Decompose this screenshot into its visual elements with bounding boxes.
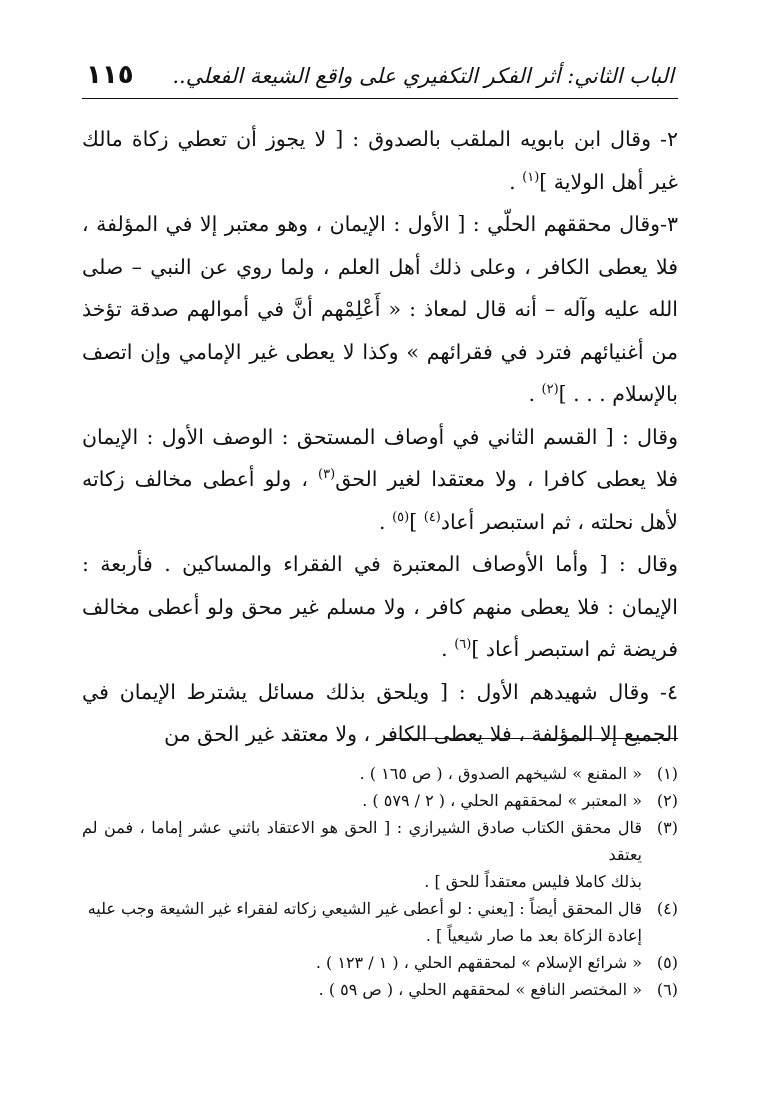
footnote-number: (٣) [656,818,678,837]
footnote-text: « المعتبر » لمحققهم الحلي ، ( ٢ / ٥٧٩ ) . [362,791,642,810]
paragraph: ٤- وقال شهيدهم الأول : [ ويلحق بذلك مسائل يشترط الإيمان في الجميع إلا المؤلفة ، فلا يعطى الكافر ، ولا معتقد غير الحق من [82,679,678,746]
footnote-ref: (٢) [541,382,559,398]
footnote-text: قال محقق الكتاب صادق الشيرازي : [ الحق هو الاعتقاد باثني عشر إماما ، فمن لم يعتقد بذلك كاملا فليس معتقداً للحق ] . [82,818,642,891]
footnote-text: « المقنع » لشيخهم الصدوق ، ( ص ١٦٥ ) . [359,764,642,783]
page-number: ١١٥ [86,60,134,90]
footnote-number: (٦) [656,980,678,999]
footnote-text: « شرائع الإسلام » لمحققهم الحلي ، ( ١ / ١٢٣ ) . [315,953,642,972]
footnote-text: « المختصر النافع » لمحققهم الحلي ، ( ص ٥٩ ) . [318,980,642,999]
page-header [82,58,678,99]
paragraph: وقال : [ وأما الأوصاف المعتبرة في الفقراء والمساكين . فأربعة : الإيمان : فلا يعطى منهم كافر ، ولا مسلم غير محق ولو أعطى مخالف فريضة ثم استبصر أعاد ]$^{(٦)}$ . [82,552,678,661]
footnote-ref: (٤) [423,509,441,525]
running-head: الباب الثاني: أثر الفكر التكفيري على واقع الشيعة الفعلي.. [172,64,674,88]
footnote [82,760,678,787]
footnote [82,814,678,895]
footnote [82,787,678,814]
footnote [82,976,678,1003]
footnote-number: (١) [656,764,678,783]
footnote [82,949,678,976]
paragraph: ٣-وقال محققهم الحلّي : [ الأول : الإيمان ، وهو معتبر إلا في المؤلفة ، فلا يعطى الكافر ، وعلى ذلك أهل العلم ، ولما روي عن النبي – صلى الله عليه وآله – أنه قال لمعاذ : « أَعْلِمْهم أنَّ في أموالهم صدقة تؤخذ من أغنيائهم فترد في فقرائهم » وكذا لا يعطى غير الإمامي وإن اتصف بالإسلام . . . ]$^{(٢)}$ . [82,212,678,406]
footnote-ref: (٥) [392,509,410,525]
footnote-number: (٢) [656,791,678,810]
footnote-number: (٤) [656,899,678,918]
footnote-divider [384,738,678,739]
paragraph: ٢- وقال ابن بابويه الملقب بالصدوق : [ لا يجوز أن تعطي زكاة مالك غير أهل الولاية ]$^{(١)}$ . [82,127,678,194]
paragraph: وقال : [ القسم الثاني في أوصاف المستحق : الوصف الأول : الإيمان فلا يعطى كافرا ، ولا معتقدا لغير الحق$^{(٣)}$ ، ولو أعطى مخالف زكاته لأهل نحلته ، ثم استبصر أعاد$^{(٤)}$ ]$^{(٥)}$ . [82,424,678,534]
footnote-ref: (٦) [454,637,472,653]
main-text [82,118,678,756]
footnotes [82,760,678,1003]
footnote-ref: (٣) [318,467,336,483]
footnote-ref: (١) [522,169,540,185]
footnote [82,895,678,949]
footnote-text: قال المحقق أيضاً : [يعني : لو أعطى غير الشيعي زكاته لفقراء غير الشيعة وجب عليه إعادة الزكاة بعد ما صار شيعياً ] . [87,899,642,945]
footnote-number: (٥) [656,953,678,972]
